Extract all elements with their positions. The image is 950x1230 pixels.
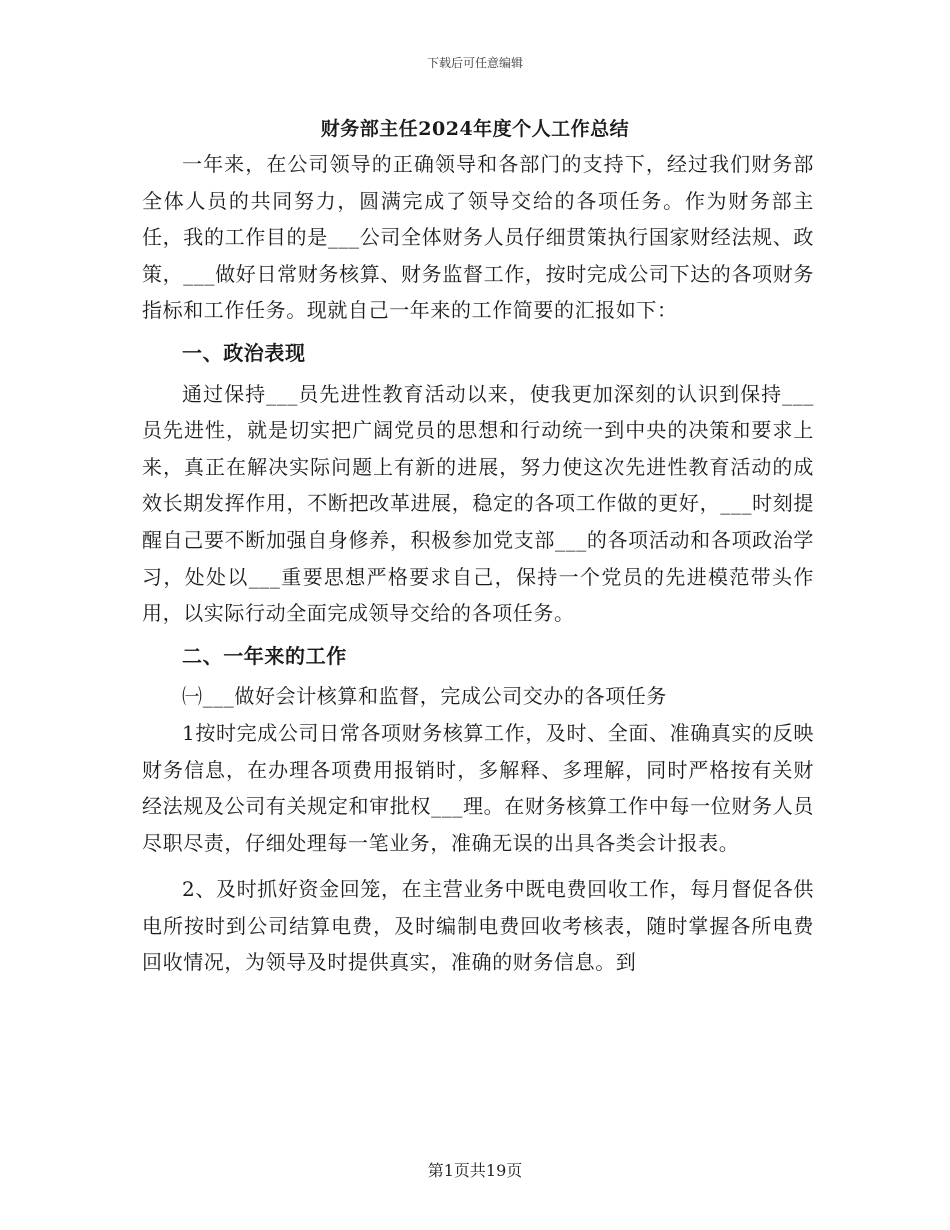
document-title: 财务部主任2024年度个人工作总结 (320, 118, 630, 140)
paragraph-item-2: 2、及时抓好资金回笼，在主营业务中既电费回收工作，每月督促各供电所按时到公司结算电费，及时编制电费回收考核表，随时掌握各所电费回收情况，为领导及时提供真实，准确的财务信息。到 (142, 877, 814, 975)
section-heading-work: 二、一年来的工作 (182, 643, 347, 668)
paragraph-intro: 一年来，在公司领导的正确领导和各部门的支持下，经过我们财务部全体人员的共同努力，圆满完成了领导交给的各项任务。作为财务部主任，我的工作目的是___公司全体财务人员仔细贯策执行国家财经法规、政策，___做好日常财务核算、财务监督工作，按时完成公司下达的各项财务指标和工作任务。现就自己一年来的工作简要的汇报如下： (142, 152, 814, 323)
header-note: 下载后可任意编辑 (426, 56, 523, 70)
section-heading-politics: 一、政治表现 (182, 340, 306, 365)
paragraph-item-1: 1按时完成公司日常各项财务核算工作，及时、全面、准确真实的反映财务信息，在办理各项费用报销时，多解释、多理解，同时严格按有关财经法规及公司有关规定和审批权___理。在财务核算工作中每一位财务人员尽职尽责，仔细处理每一笔业务，准确无误的出具各类会计报表。 (142, 720, 814, 855)
subheading-accounting: ㈠___做好会计核算和监督，完成公司交办的各项任务 (182, 684, 667, 709)
paragraph-politics: 通过保持___员先进性教育活动以来，使我更加深刻的认识到保持___员先进性，就是切实把广阔党员的思想和行动统一到中央的决策和要求上来，真正在解决实际问题上有新的进展，努力使这次先进性教育活动的成效长期发挥作用，不断把改革进展，稳定的各项工作做的更好，___时刻提醒自己要不断加强自身修养，积极参加党支部___的各项活动和各项政治学习，处处以___重要思想严格要求自己，保持一个党员的先进模范带头作用，以实际行动全面完成领导交给的各项任务。 (142, 381, 814, 626)
document-body (142, 146, 814, 981)
page-number-footer: 第1页共19页 (427, 1161, 523, 1180)
